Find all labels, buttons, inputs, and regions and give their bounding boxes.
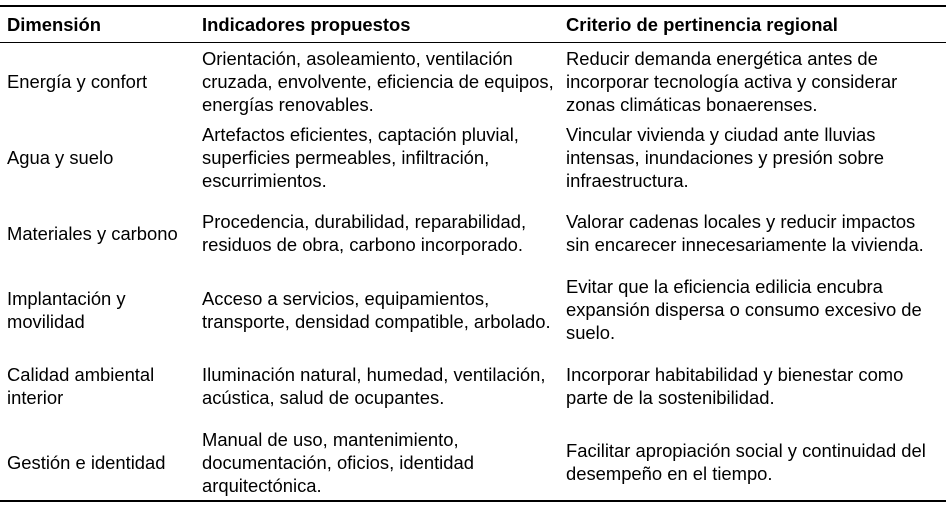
- cell-criterion: Incorporar habitabilidad y bienestar como parte de la sostenibilidad.: [566, 364, 904, 408]
- table-body: [0, 43, 946, 502]
- cell-criterion: Evitar que la eficiencia edilicia encubra expansión dispersa o consumo excesivo de suelo.: [566, 276, 922, 343]
- table-row: [0, 348, 946, 424]
- header-indicators: Indicadores propuestos: [202, 14, 411, 35]
- cell-criterion: Facilitar apropiación social y continuidad del desempeño en el tiempo.: [566, 440, 926, 484]
- table-row: [0, 119, 946, 195]
- cell-indicators: Manual de uso, mantenimiento, documentación, oficios, identidad arquitectónica.: [202, 428, 474, 496]
- cell-indicators: Procedencia, durabilidad, reparabilidad, residuos de obra, carbono incorporado.: [202, 211, 527, 255]
- cell-criterion: Valorar cadenas locales y reducir impactos sin encarecer innecesariamente la vivienda.: [566, 211, 924, 255]
- indicators-table: [0, 5, 946, 502]
- header-row: [0, 6, 946, 43]
- cell-criterion: Vincular vivienda y ciudad ante lluvias intensas, inundaciones y presión sobre infraestructura.: [566, 123, 884, 191]
- table-row: [0, 43, 946, 120]
- cell-dimension: Implantación y movilidad: [7, 287, 126, 332]
- cell-indicators: Iluminación natural, humedad, ventilación, acústica, salud de ocupantes.: [202, 364, 546, 408]
- table-row: [0, 271, 946, 348]
- cell-indicators: Orientación, asoleamiento, ventilación cruzada, envolvente, eficiencia de equipos, energías renovables.: [202, 47, 554, 115]
- cell-dimension: Gestión e identidad: [7, 451, 166, 473]
- cell-dimension: Materiales y carbono: [7, 222, 178, 244]
- cell-dimension: Calidad ambiental interior: [7, 364, 155, 408]
- table-row: [0, 195, 946, 271]
- cell-indicators: Artefactos eficientes, captación pluvial, superficies permeables, infiltración, escurrimientos.: [202, 123, 519, 191]
- cell-dimension: Agua y suelo: [7, 146, 114, 168]
- cell-criterion: Reducir demanda energética antes de incorporar tecnología activa y considerar zonas climáticas bonaerenses.: [566, 47, 898, 115]
- table-header: [0, 6, 946, 43]
- cell-dimension: Energía y confort: [7, 70, 148, 92]
- header-dimension: Dimensión: [7, 14, 102, 35]
- header-criterion: Criterio de pertinencia regional: [566, 14, 838, 35]
- table-row: [0, 424, 946, 501]
- cell-indicators: Acceso a servicios, equipamientos, transporte, densidad compatible, arbolado.: [202, 287, 551, 332]
